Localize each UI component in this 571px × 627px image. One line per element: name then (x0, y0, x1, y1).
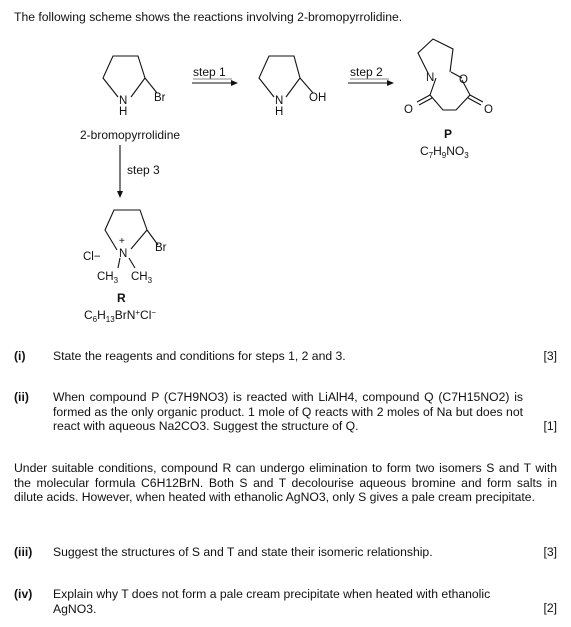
step1-label: step 1 (193, 65, 226, 79)
question-text: Suggest the structures of S and T and state their isomeric relationship. (53, 545, 433, 559)
compound-p-label: P (444, 127, 453, 141)
question-number: (iv) (14, 587, 33, 601)
question-number: (iii) (14, 545, 33, 559)
question-i (14, 349, 557, 364)
n-atom: N (426, 72, 435, 84)
question-text: State the reagents and conditions for steps 1, 2 and 3. (53, 349, 346, 363)
compound-r-label: R (117, 291, 126, 305)
n-atom: N (275, 95, 284, 107)
question-text: When compound P (C7H9NO3) is reacted with LiAlH4, compound Q (C7H15NO2) is formed as the only organic product. 1 mole of Q reacts with 2 moles of Na but does not react with aqueous Na2CO3. Suggest the structure of Q. (53, 390, 523, 433)
step3-label: step 3 (127, 163, 160, 177)
question-marks: [2] (543, 601, 557, 615)
oh-group: OH (309, 92, 327, 104)
question-marks: [3] (543, 545, 557, 559)
compound-p-formula: $C_7H_9NO_3$ (420, 144, 469, 160)
methyl-group: $CH_3$ (97, 271, 119, 285)
question-marks: [1] (543, 419, 557, 433)
question-ii (14, 390, 557, 434)
step2-label: step 2 (350, 65, 383, 79)
methyl-group: $CH_3$ (131, 271, 153, 285)
question-number: (ii) (14, 390, 29, 404)
n-atom: N (119, 95, 128, 107)
compound-r-formula: $C_6H_{13}BrN^+Cl^-$ (84, 308, 157, 324)
plus-charge: + (119, 236, 125, 247)
h-atom: H (275, 106, 284, 118)
n-atom: N (119, 248, 128, 260)
question-text: Explain why T does not form a pale cream precipitate when heated with ethanolic AgNO3. (53, 587, 491, 616)
start-compound-name: 2-bromopyrrolidine (80, 128, 181, 142)
question-iii (14, 545, 557, 560)
o-atom: O (404, 104, 413, 116)
question-iv (14, 587, 557, 616)
h-atom: H (119, 106, 128, 118)
br-atom: Br (154, 92, 166, 104)
question-number: (i) (14, 349, 26, 363)
o-atom: O (459, 74, 468, 86)
br-atom: Br (155, 242, 167, 254)
o-atom: O (484, 104, 493, 116)
intro-text: The following scheme shows the reactions involving 2-bromopyrrolidine. (14, 10, 403, 24)
chloride-ion: Cl− (83, 251, 101, 263)
context-paragraph: Under suitable conditions, compound R can undergo elimination to form two isomers S and T with the molecular formula C6H12BrN. Both S and T decolourise aqueous bromine and form salts in dilute acids. However, when heated with ethanolic AgNO3, only S gives a pale cream precipitate. (14, 461, 557, 504)
question-marks: [3] (543, 349, 557, 363)
